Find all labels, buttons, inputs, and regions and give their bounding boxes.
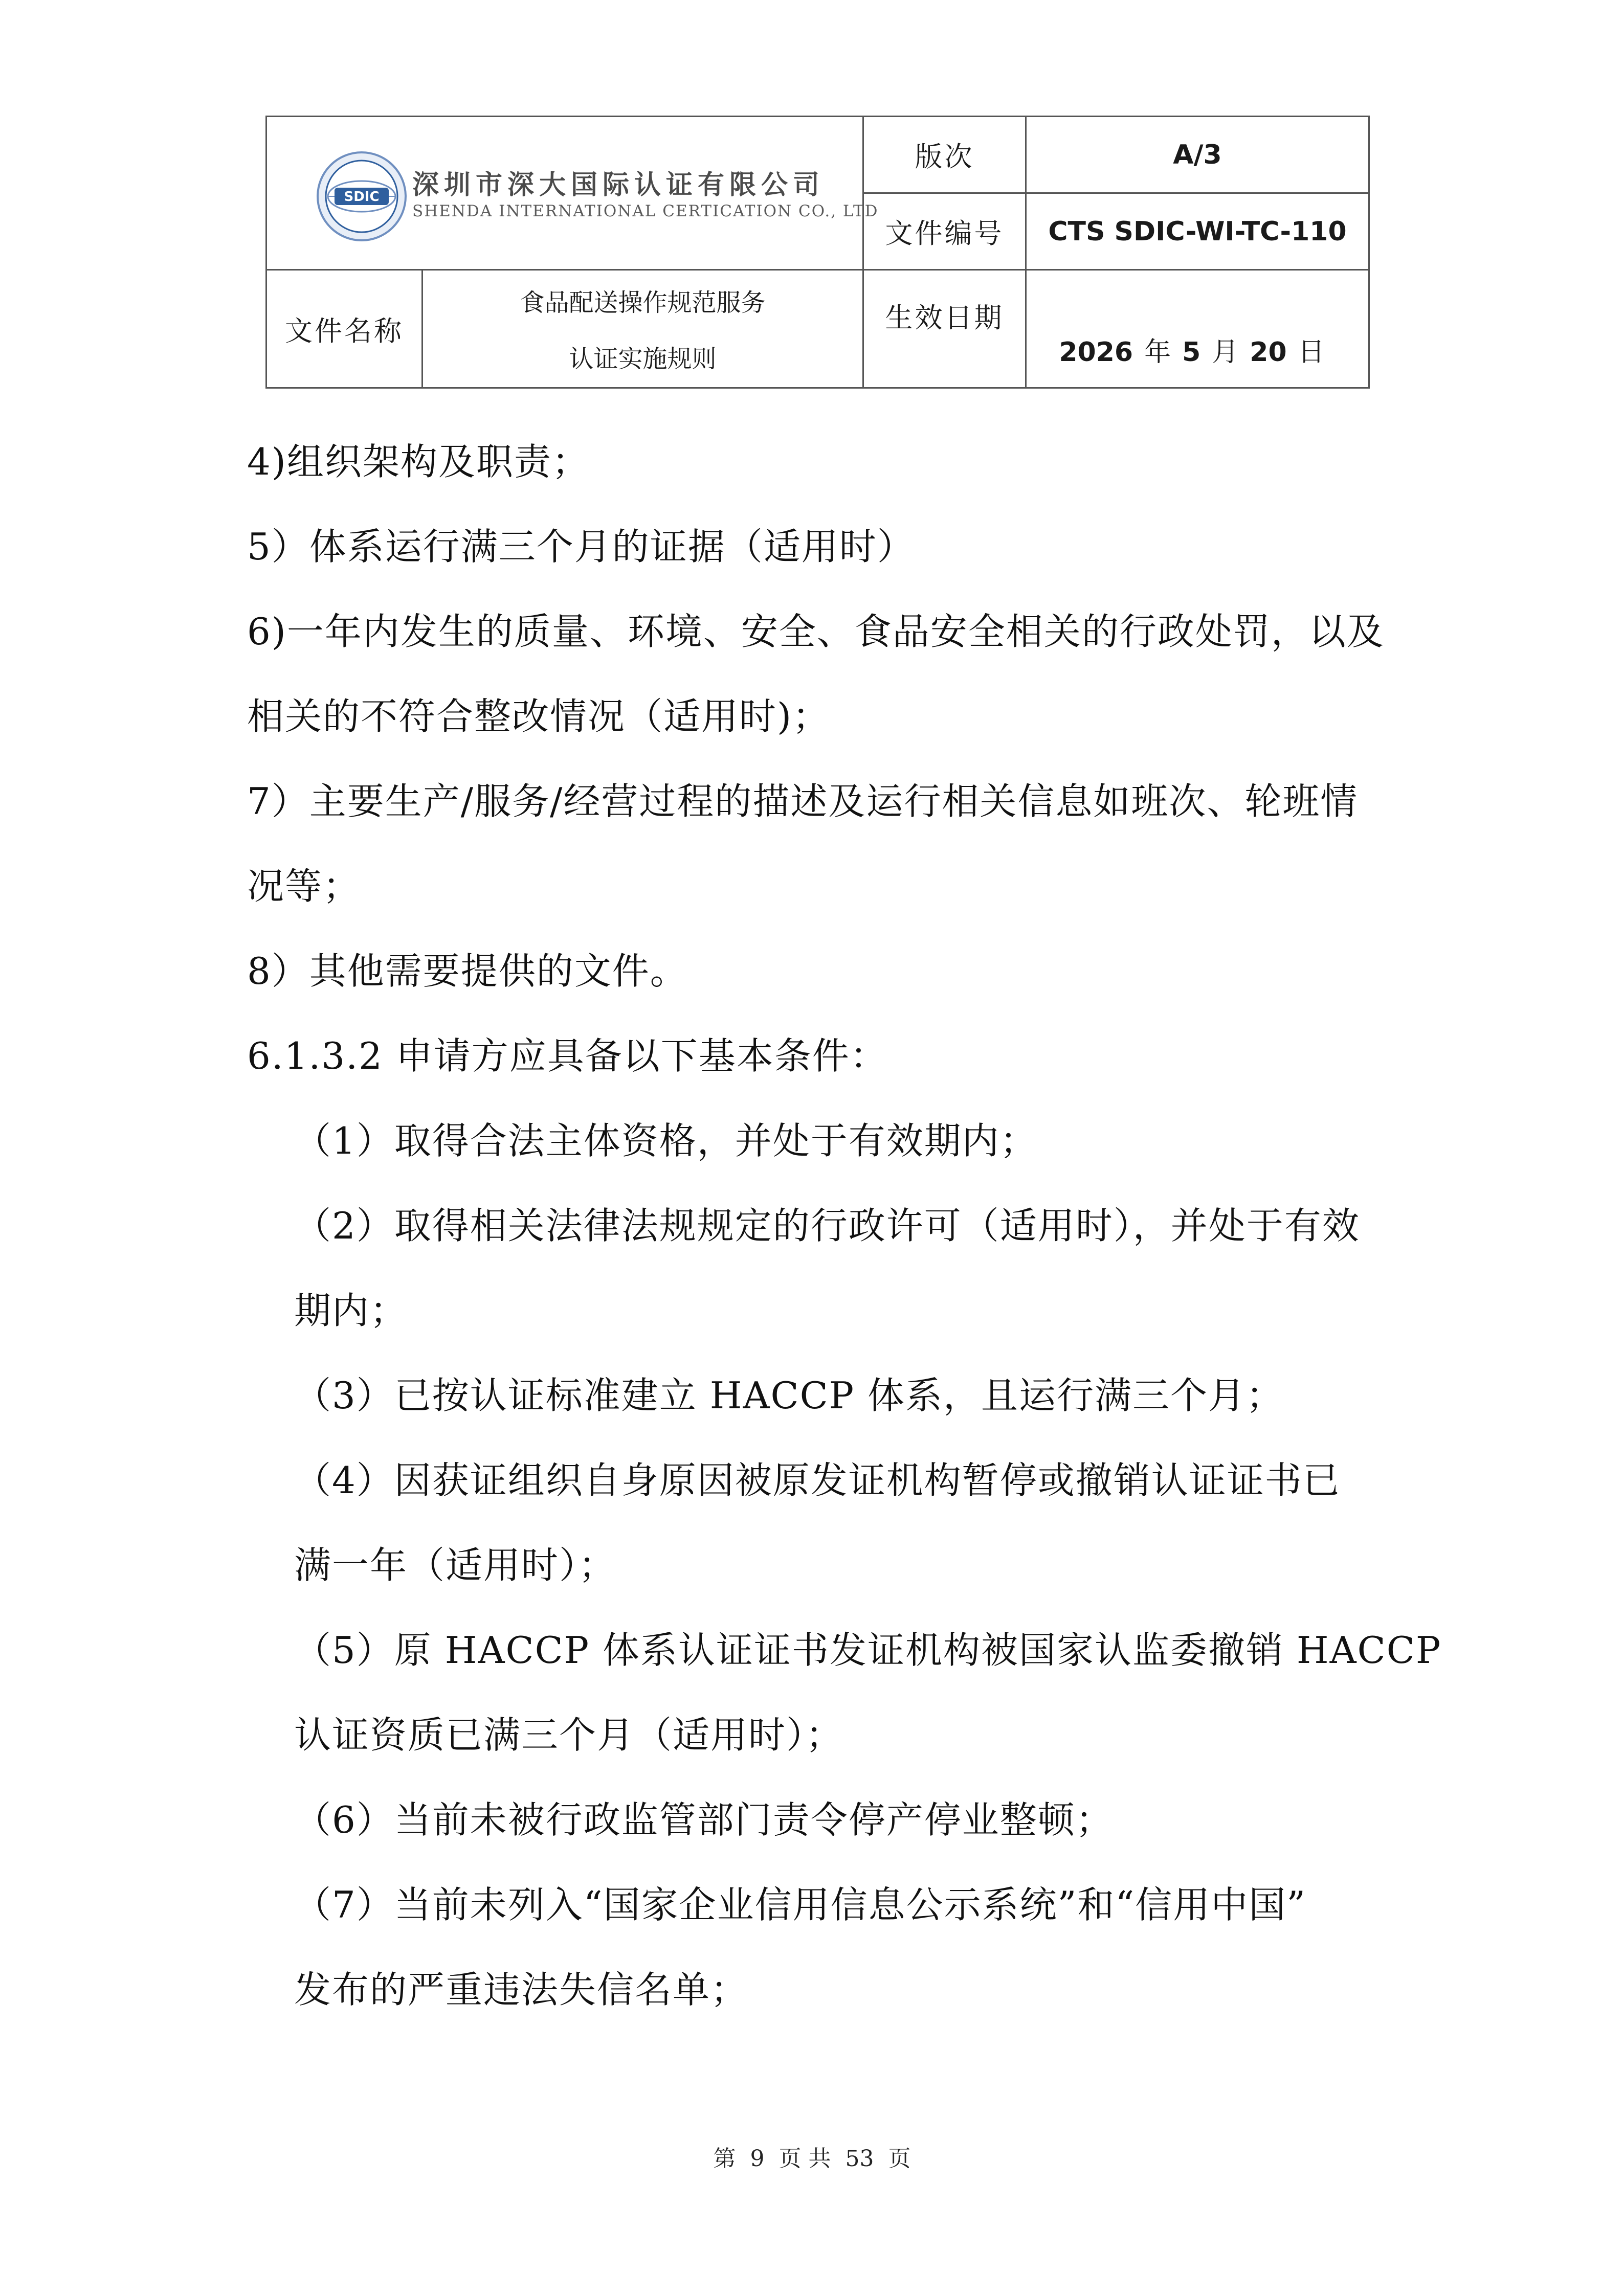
company-name-cn: 深圳市深大国际认证有限公司 [412,169,825,200]
condition-item: （2）取得相关法律法规规定的行政许可（适用时），并处于有效 [294,1204,1360,1247]
logo-text: SDIC [344,189,380,205]
effective-month: 5 [1182,337,1201,368]
condition-item-continuation: 发布的严重违法失信名单； [294,1968,749,2011]
effective-year-unit: 年 [1144,337,1171,368]
page-number-footer [0,2140,1624,2173]
effective-year: 2026 [1059,337,1133,368]
condition-item: （7）当前未列入“国家企业信用信息公示系统”和“信用中国” [294,1883,1307,1926]
list-item-continuation: 况等； [247,865,361,908]
list-item-continuation: 相关的不符合整改情况（适用时)； [247,695,831,738]
document-number-label: 文件编号 [863,193,1026,270]
page-mid: 页 共 [778,2146,831,2172]
condition-item: （1）取得合法主体资格，并处于有效期内； [294,1119,1038,1162]
version-value: A/3 [1026,117,1369,193]
condition-item-continuation: 期内； [294,1289,408,1332]
document-header-table [265,116,1370,389]
page-prefix: 第 [713,2146,736,2172]
document-name-value [422,270,863,388]
sdic-logo-icon [316,151,407,242]
company-logo-cell [266,117,879,270]
page-suffix: 页 [888,2146,911,2172]
condition-item: （5）原 HACCP 体系认证证书发证机构被国家认监委撤销 HACCP [294,1629,1442,1672]
list-item: 8）其他需要提供的文件。 [247,950,688,993]
effective-day-unit: 日 [1298,337,1325,368]
condition-item: （6）当前未被行政监管部门责令停产停业整顿； [294,1798,1114,1841]
effective-day: 20 [1250,337,1287,368]
effective-month-unit: 月 [1212,337,1239,368]
document-body [247,419,1442,2032]
list-item: 4)组织架构及职责； [247,440,590,483]
company-logo [267,117,879,269]
condition-item: （4）因获证组织自身原因被原发证机构暂停或撤销认证证书已 [294,1459,1341,1502]
page-current: 9 [750,2146,765,2172]
document-name-line-2: 认证实施规则 [569,345,717,373]
condition-item-continuation: 认证资质已满三个月（适用时）； [294,1714,844,1757]
section-heading: 6.1.3.2 申请方应具备以下基本条件： [247,1034,888,1077]
company-name-en: SHENDA INTERNATIONAL CERTICATION CO., LTD [412,202,879,220]
effective-date-value [1026,270,1369,388]
version-label: 版次 [863,117,1026,193]
list-item: 7）主要生产/服务/经营过程的描述及运行相关信息如班次、轮班情 [247,780,1359,823]
page-total: 53 [845,2146,874,2172]
document-number-value: CTS SDIC-WI-TC-110 [1026,193,1369,270]
document-name-label: 文件名称 [266,270,422,388]
condition-item-continuation: 满一年（适用时）； [294,1544,617,1587]
document-name-line-1: 食品配送操作规范服务 [520,288,766,317]
list-item: 6)一年内发生的质量、环境、安全、食品安全相关的行政处罚，以及 [247,610,1385,653]
effective-date-label: 生效日期 [863,270,1026,388]
list-item: 5）体系运行满三个月的证据（适用时） [247,525,915,568]
condition-item: （3）已按认证标准建立 HACCP 体系，且运行满三个月； [294,1374,1284,1417]
